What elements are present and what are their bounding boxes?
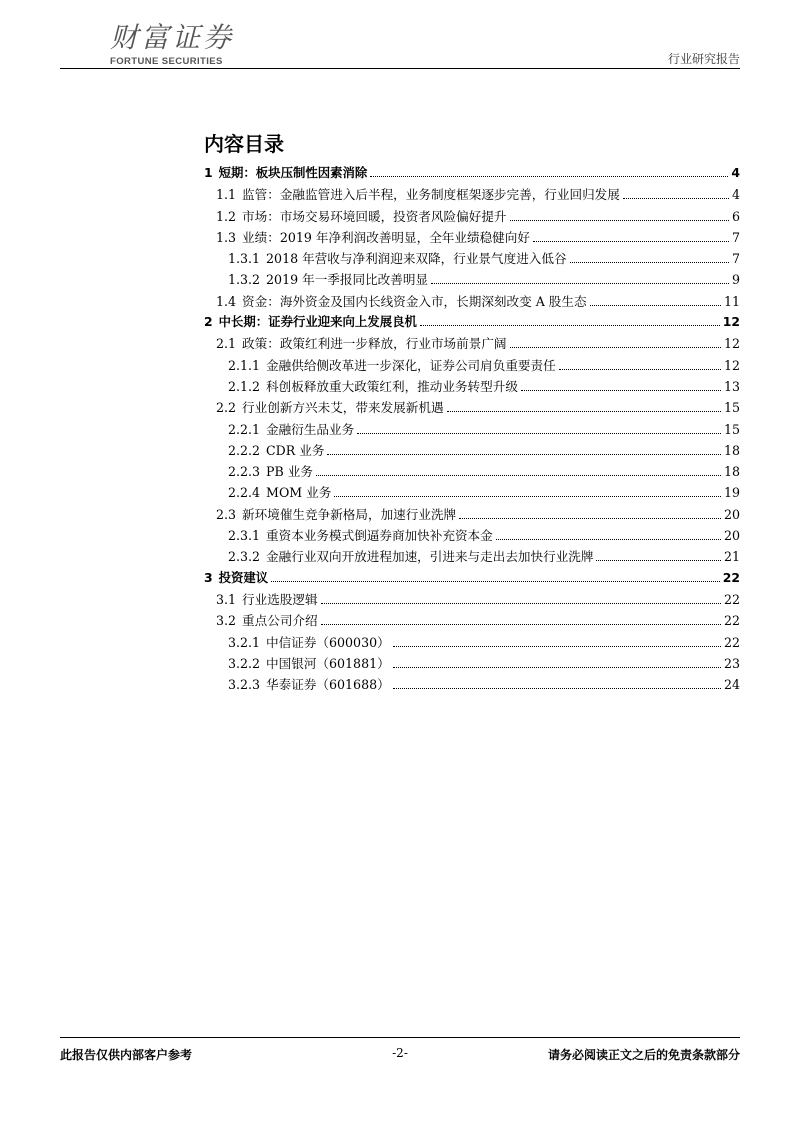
toc-entry-label: 投资建议 — [218, 569, 269, 585]
toc-entry-label: 金融供给侧改革进一步深化，证券公司肩负重要责任 — [266, 357, 556, 373]
toc-dot-leader — [321, 603, 721, 604]
toc-entry[interactable] — [204, 440, 740, 461]
toc-entry-number: 3.1 — [216, 591, 237, 607]
company-logo — [110, 22, 285, 67]
toc-entry-label: 中信证券（600030） — [266, 634, 390, 650]
toc-dot-leader — [393, 688, 721, 689]
toc-entry-label: 金融行业双向开放进程加速，引进来与走出去加快行业洗牌 — [266, 549, 594, 565]
toc-entry-number: 2.2 — [216, 400, 237, 416]
toc-dot-leader — [510, 220, 729, 221]
toc-dot-leader — [496, 539, 721, 540]
toc-dot-leader — [570, 262, 729, 263]
toc-entry-page: 4 — [731, 187, 740, 203]
toc-dot-leader — [334, 496, 721, 497]
toc-entry-page: 11 — [723, 293, 740, 309]
toc-entry-page: 15 — [723, 421, 740, 437]
toc-entry-page: 19 — [723, 485, 740, 501]
toc-entry-page: 21 — [723, 549, 740, 565]
toc-entry-label: MOM 业务 — [266, 485, 332, 501]
toc-entry-label: 市场：市场交易环境回暖，投资者风险偏好提升 — [242, 208, 507, 224]
toc-entry-page: 22 — [723, 634, 740, 650]
toc-entry-number: 2 — [204, 314, 213, 330]
toc-entry-label: 2019 年一季报同比改善明显 — [266, 272, 429, 288]
toc-entry-number: 1.3 — [216, 229, 237, 245]
toc-entry[interactable] — [204, 461, 740, 482]
footer-disclaimer-right: 请务必阅读正文之后的免责条款部分 — [547, 1048, 740, 1062]
toc-title: 内容目录 — [204, 132, 284, 156]
toc-entry-number: 1.1 — [216, 187, 237, 203]
toc-entry-label: PB 业务 — [266, 464, 313, 480]
toc-dot-leader — [393, 667, 721, 668]
toc-entry-number: 3.2.1 — [228, 634, 261, 650]
toc-entry-label: 政策：政策红利进一步释放，行业市场前景广阔 — [242, 336, 507, 352]
toc-entry-number: 2.1.1 — [228, 357, 261, 373]
toc-entry[interactable] — [204, 525, 740, 546]
toc-entry-number: 2.1.2 — [228, 378, 261, 394]
toc-entry-label: 监管：金融监管进入后半程，业务制度框架逐步完善，行业回归发展 — [242, 187, 620, 203]
page-header — [60, 20, 740, 69]
toc-entry-page: 4 — [731, 165, 740, 180]
toc-entry[interactable] — [204, 419, 740, 440]
toc-entry-page: 18 — [723, 442, 740, 458]
toc-entry[interactable] — [204, 333, 740, 354]
toc-entry[interactable] — [204, 312, 740, 333]
toc-entry-label: CDR 业务 — [266, 442, 325, 458]
toc-dot-leader — [357, 433, 721, 434]
toc-entry[interactable] — [204, 184, 740, 205]
toc-entry-page: 18 — [723, 464, 740, 480]
toc-entry[interactable] — [204, 355, 740, 376]
toc-entry-page: 15 — [723, 400, 740, 416]
page-footer — [60, 1037, 740, 1062]
toc-entry[interactable] — [204, 482, 740, 503]
toc-entry[interactable] — [204, 397, 740, 418]
toc-dot-leader — [420, 325, 720, 326]
toc-entry-page: 23 — [723, 655, 740, 671]
toc-entry-page: 7 — [731, 229, 740, 245]
toc-entry[interactable] — [204, 632, 740, 653]
toc-entry[interactable] — [204, 674, 740, 695]
toc-entry-number: 2.2.4 — [228, 485, 261, 501]
toc-dot-leader — [590, 305, 721, 306]
toc-entry-page: 24 — [723, 677, 740, 693]
logo-chinese: 财富证券 — [110, 21, 235, 54]
toc-entry[interactable] — [204, 589, 740, 610]
toc-entry-number: 1.2 — [216, 208, 237, 224]
toc-entry-number: 2.3.2 — [228, 549, 261, 565]
toc-entry-number: 2.1 — [216, 336, 237, 352]
toc-dot-leader — [271, 581, 720, 582]
toc-dot-leader — [370, 176, 728, 177]
toc-entry-label: 科创板释放重大政策红利，推动业务转型升级 — [266, 378, 518, 394]
toc-entry-label: 资金：海外资金及国内长线资金入市，长期深刻改变 A 股生态 — [242, 293, 587, 309]
toc-entry-label: 重点公司介绍 — [242, 613, 318, 629]
toc-entry-number: 3.2.2 — [228, 655, 261, 671]
toc-entry-label: 中长期：证券行业迎来向上发展良机 — [218, 314, 417, 330]
toc-dot-leader — [510, 347, 721, 348]
toc-dot-leader — [393, 646, 721, 647]
toc-entry-page: 9 — [731, 272, 740, 288]
toc-dot-leader — [623, 198, 729, 199]
toc-dot-leader — [431, 283, 729, 284]
toc-entry-page: 12 — [722, 314, 740, 330]
toc-entry[interactable] — [204, 546, 740, 567]
toc-entry[interactable] — [204, 568, 740, 589]
toc-entry-number: 1 — [204, 165, 213, 180]
toc-entry-label: 2018 年营收与净利润迎来双降，行业景气度进入低谷 — [266, 251, 567, 267]
toc-entry-number: 2.3.1 — [228, 528, 261, 544]
toc-dot-leader — [521, 390, 721, 391]
toc-dot-leader — [327, 454, 721, 455]
toc-entry-number: 3 — [204, 569, 213, 585]
toc-entry-number: 1.3.1 — [228, 251, 261, 267]
toc-dot-leader — [459, 518, 721, 519]
toc-entry[interactable] — [204, 206, 740, 227]
toc-entry-label: 中国银河（601881） — [266, 655, 390, 671]
toc-entry[interactable] — [204, 269, 740, 290]
toc-entry-page: 20 — [723, 528, 740, 544]
toc-entry-label: 重资本业务模式倒逼券商加快补充资本金 — [266, 528, 493, 544]
toc-entry-number: 1.3.2 — [228, 272, 261, 288]
toc-dot-leader — [559, 369, 721, 370]
toc-entry-label: 短期：板块压制性因素消除 — [218, 165, 368, 180]
toc-dot-leader — [321, 624, 721, 625]
page-number: -2- — [392, 1046, 408, 1060]
toc-dot-leader — [316, 475, 721, 476]
toc-entry-page: 22 — [723, 613, 740, 629]
toc-entry-page: 12 — [723, 357, 740, 373]
toc-entry[interactable] — [204, 653, 740, 674]
toc-entry-label: 华泰证券（601688） — [266, 677, 390, 693]
toc-entry-label: 新环境催生竞争新格局，加速行业洗牌 — [242, 506, 457, 522]
toc-entry[interactable] — [204, 610, 740, 631]
toc-entry[interactable] — [204, 248, 740, 269]
toc-entry-page: 6 — [731, 208, 740, 224]
toc-entry[interactable] — [204, 376, 740, 397]
toc-entry-number: 1.4 — [216, 293, 237, 309]
toc-entry-page: 22 — [723, 591, 740, 607]
footer-disclaimer-left: 此报告仅供内部客户参考 — [60, 1048, 193, 1062]
report-type: 行业研究报告 — [667, 52, 740, 66]
toc-entry-label: 业绩：2019 年净利润改善明显，全年业绩稳健向好 — [242, 229, 530, 245]
toc-entry-number: 2.3 — [216, 506, 237, 522]
table-of-contents — [204, 163, 740, 695]
toc-entry-page: 13 — [723, 378, 740, 394]
toc-entry-label: 金融衍生品业务 — [266, 421, 355, 437]
toc-entry-page: 20 — [723, 506, 740, 522]
toc-entry[interactable] — [204, 163, 740, 184]
toc-entry-page: 22 — [722, 569, 740, 585]
toc-entry-label: 行业创新方兴未艾，带来发展新机遇 — [242, 400, 444, 416]
toc-entry-label: 行业选股逻辑 — [242, 591, 318, 607]
toc-dot-leader — [596, 560, 720, 561]
toc-entry-page: 7 — [731, 251, 740, 267]
toc-entry-number: 2.2.1 — [228, 421, 261, 437]
toc-entry[interactable] — [204, 227, 740, 248]
toc-entry[interactable] — [204, 504, 740, 525]
toc-entry-number: 2.2.3 — [228, 464, 261, 480]
logo-english: FORTUNE SECURITIES — [110, 56, 223, 67]
toc-entry-number: 3.2.3 — [228, 677, 261, 693]
toc-entry-number: 3.2 — [216, 613, 237, 629]
toc-entry-number: 2.2.2 — [228, 442, 261, 458]
toc-dot-leader — [533, 241, 729, 242]
toc-entry-page: 12 — [723, 336, 740, 352]
toc-entry[interactable] — [204, 291, 740, 312]
toc-dot-leader — [447, 411, 721, 412]
